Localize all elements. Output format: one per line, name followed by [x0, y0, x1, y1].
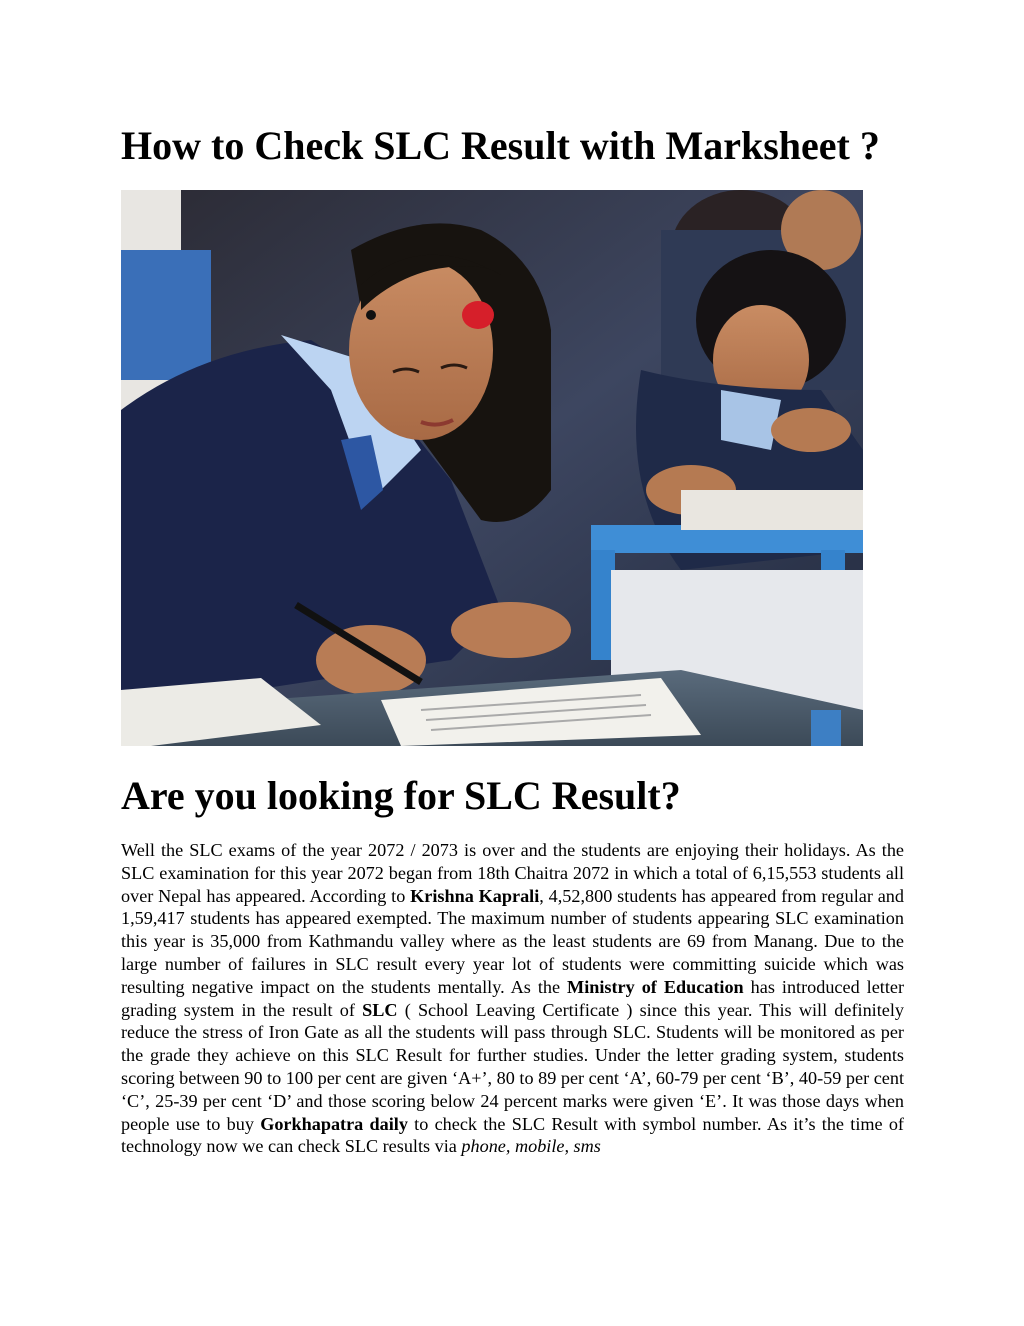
paragraph-text-3: has introduced letter grading system in the result of — [121, 976, 905, 1020]
gorkhapatra-daily-bold: Gorkhapatra daily — [260, 1113, 408, 1134]
body-paragraph — [121, 839, 904, 1158]
photo-students-writing-exam-icon — [121, 190, 863, 746]
section-heading: Are you looking for SLC Result? — [121, 773, 681, 818]
paragraph-text-2: , 4,52,800 students has appeared from regular and 1,59,417 students has appeared exempted. The maximum number of students appearing SLC examination this year is 35,000 from Kathmandu valley where as the least students are 69 from Manang. Due to the large number of failures in SLC result every year lot of students were committing suicide which was resulting negative impact on the students mentally. As the — [121, 885, 904, 997]
page-title: How to Check SLC Result with Marksheet ? — [121, 123, 880, 168]
krishna-kaprali-bold: Krishna Kaprali — [410, 885, 540, 906]
slc-bold: SLC — [362, 999, 398, 1020]
students-exam-photo — [121, 190, 863, 746]
paragraph-text-1: Well the SLC exams of the year 2072 / 2073 is over and the students are enjoying their holidays. As the SLC examination for this year 2072 began from 18th Chaitra 2072 in which a total of 6,15,553 students all over Nepal has appeared. According to — [121, 840, 904, 906]
phone-mobile-sms-italic: phone, mobile, sms — [461, 1136, 601, 1157]
ministry-of-education-bold: Ministry of Education — [567, 976, 744, 997]
paragraph-text-4: ( School Leaving Certificate ) since this year. This will definitely reduce the stress of Iron Gate as all the students will pass through SLC. Students will be monitored as per the grade they achieve on this SLC Result for further studies. Under the letter grading system, students scoring between 90 to 100 per cent are given ‘A+’, 80 to 89 per cent ‘A’, 60-79 per cent ‘B’, 40-59 per cent ‘C’, 25-39 per cent ‘D’ and those scoring below 24 percent marks were given ‘E’. It was those days when people use to buy — [121, 999, 904, 1134]
paragraph-text-5: to check the SLC Result with symbol number. As it’s the time of technology now we can check SLC results via — [121, 1113, 904, 1157]
